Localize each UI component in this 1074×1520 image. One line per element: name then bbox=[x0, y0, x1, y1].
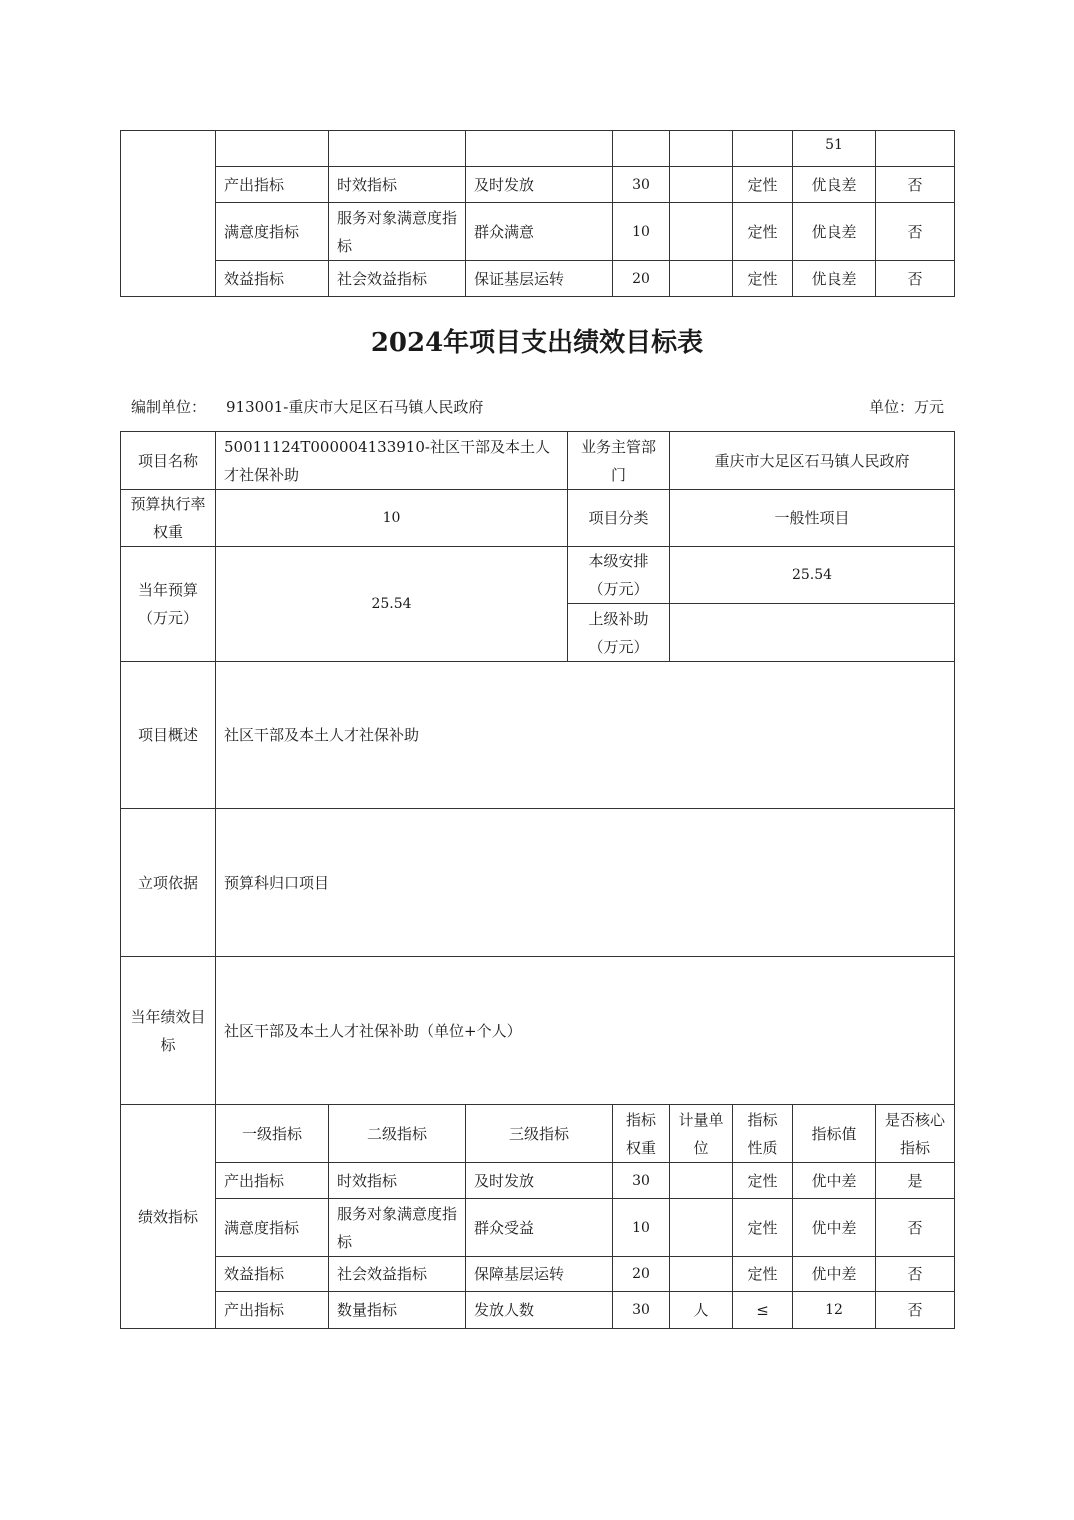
nature-cell: 定性 bbox=[733, 167, 793, 203]
header-value: 指标值 bbox=[793, 1105, 876, 1163]
table-row bbox=[121, 809, 955, 957]
header-core: 是否核心指标 bbox=[876, 1105, 955, 1163]
org-line bbox=[131, 396, 483, 417]
header-l3: 三级指标 bbox=[466, 1105, 613, 1163]
table-row bbox=[121, 662, 955, 809]
page-title: 2024年项目支出绩效目标表 bbox=[370, 328, 704, 358]
budget-value: 25.54 bbox=[216, 547, 568, 662]
table-header-row bbox=[121, 1105, 955, 1163]
value-cell: 优中差 bbox=[793, 1163, 876, 1199]
perf-label-cell bbox=[121, 131, 216, 297]
unit-cell bbox=[670, 167, 733, 203]
continuation-indicator-table bbox=[120, 130, 955, 297]
l3-cell: 保证基层运转 bbox=[466, 261, 613, 297]
core-cell: 否 bbox=[876, 203, 955, 261]
l2-cell: 社会效益指标 bbox=[329, 261, 466, 297]
category-value: 一般性项目 bbox=[670, 490, 955, 547]
l3-cell: 及时发放 bbox=[466, 167, 613, 203]
table-row bbox=[121, 490, 955, 547]
core-cell: 否 bbox=[876, 1292, 955, 1329]
value-cell: 优良差 bbox=[793, 203, 876, 261]
basis-label: 立项依据 bbox=[121, 809, 216, 957]
table-row bbox=[121, 1163, 955, 1199]
weight-cell: 30 bbox=[613, 167, 670, 203]
table-row bbox=[121, 957, 955, 1105]
header-weight: 指标权重 bbox=[613, 1105, 670, 1163]
exec-weight-label: 预算执行率权重 bbox=[121, 490, 216, 547]
l3-cell bbox=[466, 131, 613, 167]
weight-cell: 10 bbox=[613, 203, 670, 261]
l1-cell bbox=[216, 131, 329, 167]
goal-label: 当年绩效目标 bbox=[121, 957, 216, 1105]
weight-cell: 10 bbox=[613, 1199, 670, 1257]
l3-cell: 及时发放 bbox=[466, 1163, 613, 1199]
l3-cell: 群众受益 bbox=[466, 1199, 613, 1257]
table-row bbox=[121, 1292, 955, 1329]
value-cell: 优良差 bbox=[793, 261, 876, 297]
dept-value: 重庆市大足区石马镇人民政府 bbox=[670, 432, 955, 490]
table-row bbox=[121, 261, 955, 297]
exec-weight-value: 10 bbox=[216, 490, 568, 547]
core-cell bbox=[876, 131, 955, 167]
local-label: 本级安排（万元） bbox=[568, 547, 670, 604]
core-cell: 否 bbox=[876, 1199, 955, 1257]
l1-cell: 效益指标 bbox=[216, 261, 329, 297]
value-cell: 优中差 bbox=[793, 1199, 876, 1257]
category-label: 项目分类 bbox=[568, 490, 670, 547]
unit-cell bbox=[670, 1257, 733, 1292]
org-value: 913001-重庆市大足区石马镇人民政府 bbox=[226, 398, 484, 416]
value-cell: 优良差 bbox=[793, 167, 876, 203]
performance-target-table bbox=[120, 431, 955, 1329]
l2-cell: 数量指标 bbox=[329, 1292, 466, 1329]
unit-cell bbox=[670, 1199, 733, 1257]
overview-value: 社区干部及本土人才社保补助 bbox=[216, 662, 955, 809]
unit-cell bbox=[670, 131, 733, 167]
basis-value: 预算科归口项目 bbox=[216, 809, 955, 957]
nature-cell: 定性 bbox=[733, 261, 793, 297]
local-value: 25.54 bbox=[670, 547, 955, 604]
dept-label: 业务主管部门 bbox=[568, 432, 670, 490]
nature-cell: 定性 bbox=[733, 1257, 793, 1292]
nature-cell: 定性 bbox=[733, 1199, 793, 1257]
core-cell: 否 bbox=[876, 261, 955, 297]
org-label: 编制单位： bbox=[131, 398, 207, 416]
unit-cell: 人 bbox=[670, 1292, 733, 1329]
table-row bbox=[121, 1257, 955, 1292]
perf-label: 绩效指标 bbox=[121, 1105, 216, 1329]
l2-cell: 服务对象满意度指标 bbox=[329, 203, 466, 261]
goal-value: 社区干部及本土人才社保补助（单位+个人） bbox=[216, 957, 955, 1105]
weight-cell: 20 bbox=[613, 261, 670, 297]
value-cell: 12 bbox=[793, 1292, 876, 1329]
l2-cell bbox=[329, 131, 466, 167]
l2-cell: 社会效益指标 bbox=[329, 1257, 466, 1292]
unit-cell bbox=[670, 203, 733, 261]
unit-cell bbox=[670, 1163, 733, 1199]
l1-cell: 产出指标 bbox=[216, 1163, 329, 1199]
header-l2: 二级指标 bbox=[329, 1105, 466, 1163]
value-cell: 优中差 bbox=[793, 1257, 876, 1292]
core-cell: 否 bbox=[876, 167, 955, 203]
table-row bbox=[121, 432, 955, 490]
upper-label: 上级补助（万元） bbox=[568, 604, 670, 662]
core-cell: 是 bbox=[876, 1163, 955, 1199]
weight-cell bbox=[613, 131, 670, 167]
core-cell: 否 bbox=[876, 1257, 955, 1292]
table-row bbox=[121, 131, 955, 167]
overview-label: 项目概述 bbox=[121, 662, 216, 809]
table-row bbox=[121, 1199, 955, 1257]
l1-cell: 产出指标 bbox=[216, 167, 329, 203]
header-nature: 指标性质 bbox=[733, 1105, 793, 1163]
nature-cell: 定性 bbox=[733, 203, 793, 261]
weight-cell: 20 bbox=[613, 1257, 670, 1292]
nature-cell bbox=[733, 131, 793, 167]
budget-label: 当年预算（万元） bbox=[121, 547, 216, 662]
unit-cell bbox=[670, 261, 733, 297]
weight-cell: 30 bbox=[613, 1163, 670, 1199]
l2-cell: 时效指标 bbox=[329, 1163, 466, 1199]
project-name-value: 50011124T000004133910-社区干部及本土人才社保补助 bbox=[216, 432, 568, 490]
nature-cell: ≤ bbox=[733, 1292, 793, 1329]
nature-cell: 定性 bbox=[733, 1163, 793, 1199]
l1-cell: 满意度指标 bbox=[216, 1199, 329, 1257]
unit-label: 单位：万元 bbox=[868, 398, 944, 416]
table-row bbox=[121, 167, 955, 203]
upper-value bbox=[670, 604, 955, 662]
weight-cell: 30 bbox=[613, 1292, 670, 1329]
header-l1: 一级指标 bbox=[216, 1105, 329, 1163]
project-name-label: 项目名称 bbox=[121, 432, 216, 490]
table-row bbox=[121, 547, 955, 604]
l2-cell: 时效指标 bbox=[329, 167, 466, 203]
l3-cell: 发放人数 bbox=[466, 1292, 613, 1329]
l3-cell: 群众满意 bbox=[466, 203, 613, 261]
header-unit: 计量单位 bbox=[670, 1105, 733, 1163]
l1-cell: 产出指标 bbox=[216, 1292, 329, 1329]
table-row bbox=[121, 203, 955, 261]
l2-cell: 服务对象满意度指标 bbox=[329, 1199, 466, 1257]
value-cell: 51 bbox=[793, 131, 876, 167]
l3-cell: 保障基层运转 bbox=[466, 1257, 613, 1292]
l1-cell: 满意度指标 bbox=[216, 203, 329, 261]
l1-cell: 效益指标 bbox=[216, 1257, 329, 1292]
